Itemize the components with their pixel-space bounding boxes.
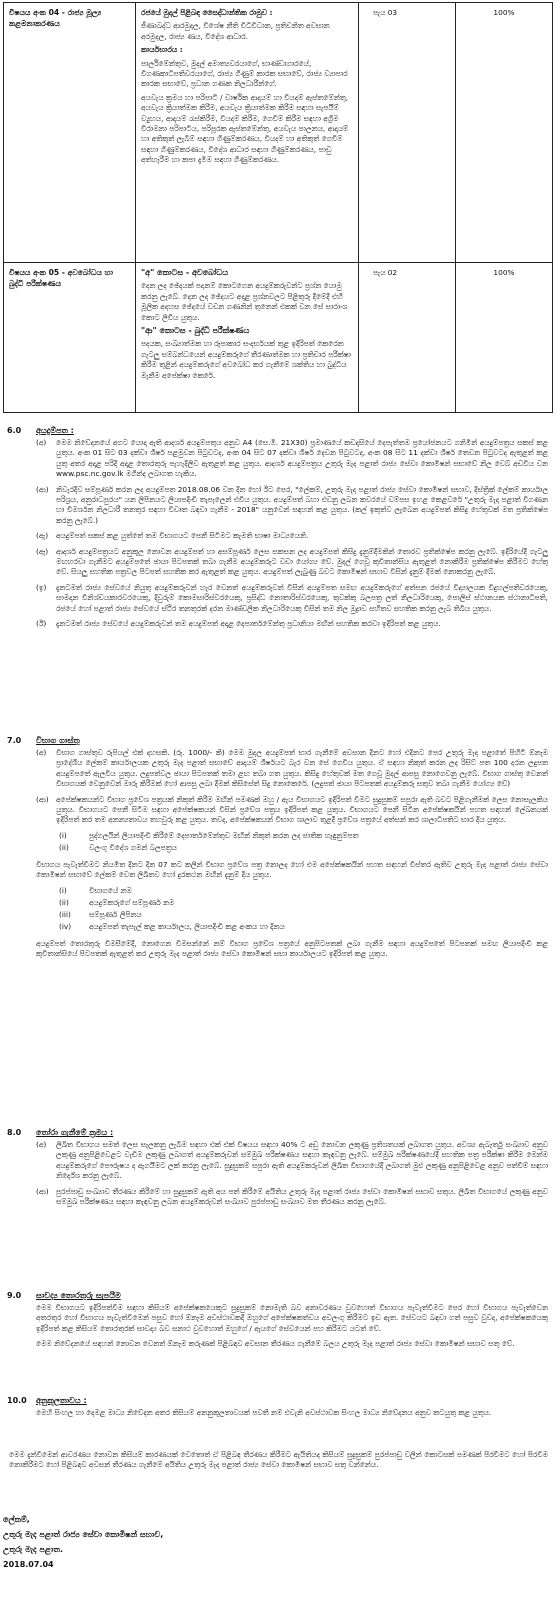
section-title: තෝරා ගැනීමේ ක්‍රමය :: [36, 1128, 114, 1137]
section-selection: [3, 1127, 552, 1212]
table-row: [4, 3, 553, 263]
section-exam-fee: [3, 735, 552, 964]
duration-cell: පැය 03: [359, 3, 456, 263]
part-a-text: දෙන ලද ඡේදයක් පදනම් කොටගෙන අයදුම්කරුවන්ට ප්‍රශ්න යොමු කරනු ලැබේ. දෙන ලද ඡේදයට අදාළ ප්‍රශ්නවලට පිළිතුරු දීමේදී එහි මූලික අදහස ඡේදයේ වචන ගණනින් තුනෙන් එකක් වන සේ සාරාංශ කොට ලිවිය යුතුය.: [141, 281, 348, 322]
section-title: සාවද්‍ය තොරතුරු සැපයීම: [36, 1291, 121, 1300]
marks-cell: 100%: [456, 263, 553, 413]
item-text: විභාග ගාස්තුව රුපියල් එක් දහසකි. (රු. 1000/- කි) මෙම මුදල අයදුම්පත් භාර ගැනීමේ අවසාන දිනට හෝ එදිනට පෙර උතුරු මැද පළාතේ පිහිටි ඕනෑම ප්‍රාදේශීය ලේකම් කාර්යාලයක උතුරු මැද පළාත් සභාවේ ආදායම් ශීර්ෂයට බැර වන සේ ගෙවිය යුතුය. ඒ සඳහා නිකුත් කරන ලද රිසිට් පත 100 දරන ලදුපත අයදුම්පතේ ඇලවිය යුතුය. ලදුපත්වල ඡායා පිටපතක් තමා ළඟ තබා ගත යුතුය. කිසිදු හේතුවක් මත ගෙවූ මුදල් ආපසු නොගෙවනු ලැබේ. විභාග ගාස්තු වෙනත් විභාගයක් වෙනුවෙන් මාරු කිරීමක් හෝ ආපසු ලබා දීමක් කිසිසේත් සිදු නොකෙරේ. (ලදුපත් ඡායා පිටපතක් අයදුම්කරු සතුව තබා ගැනීම යෝග්‍ය වේ): [56, 748, 548, 789]
item-label: (ඉ): [36, 582, 47, 592]
item-text: සම්පූර්ණ ලිපිනය: [89, 909, 142, 919]
detail-item: [3, 922, 552, 934]
item-text: දැනටමත් රාජ්‍ය සේවයේ නියුතු අයදුම්කරුවන් හැර වෙනත් අයදුම්කරුවන් විසින් අයදුම්පත සමඟ අයදුම්කරුගේ අත්සන රජයේ විද්‍යාලයක විදුහල්පතිවරයෙකු, සාමදාන විනිශ්චයකාරවරයෙකු, දිවුරුම් කොමසාරිස්වරයෙකු, ප්‍රසිද්ධ නොතාරිස්වරයෙකු, තුවක්කු බලපත්‍ර ලත් නිලධාරියෙකු, පොලිස් ස්ථානයක ස්ථානාධිපති, රජයේ හෝ පළාත් රාජ්‍ය සේවයේ ස්ථිර තනතුරක් දරන මාණ්ඩලික නිලධාරියෙකු විසින් තම නිල මුද්‍රාව සහිතව සහතික කරනු ලැබ තිබිය යුතුය.: [56, 582, 548, 613]
paragraph: මෙහි සිංහල හා දෙමළ මාධ්‍ය නිවේදන අතර කිසියම් අනනුකූලතාවයක් පවතී නම් එවැනි අවස්ථාවක සිංහල මාධ්‍ය නිවේදනය අනුව කටයුතු කළ යුතුය.: [36, 1408, 492, 1417]
signature-block: [3, 1512, 163, 1572]
description-cell: [136, 263, 359, 413]
list-item: [3, 748, 552, 790]
item-label: (iii): [59, 909, 71, 919]
detail-item: [3, 886, 552, 898]
description-cell: [136, 3, 359, 263]
signature-org: උතුරු මැද පළාත් රාජ්‍ය සේවා කොමිෂන් සභාව,: [3, 1530, 164, 1539]
duties-text: පාර්ලිමේන්තුව, මුදල් අමාත්‍යවරයාගේ, භාණ්ඩාගාරයේ, විගණකාධිපතිවරයාගේ, රාජ්‍ය ගිණුම් කාරක සභාවේ, රාජ්‍ය ව්‍යාපාර කාරක සභාවේ, ප්‍රධාන ගණක නිලධාරීන්ගේ.: [141, 58, 348, 89]
list-item: [3, 583, 552, 614]
part-b-heading: "ආ" කොටස - බුද්ධි පරීක්ෂණය: [141, 326, 250, 336]
section-number: 8.0: [7, 1128, 22, 1137]
item-label: (ii): [59, 897, 69, 907]
syllabus-intro: ජීණාබද්ධ ආරමුදල, විශේෂ නීති විධිවිධාන, ප්‍රතිචනිත අවසාන අරමුදල, රාජ්‍ය ණය, විදේශ ආධාර.: [141, 21, 330, 41]
section-number: 10.0: [7, 1396, 27, 1405]
list-item: [3, 619, 552, 629]
detail-item: [3, 898, 552, 910]
item-text: දැනටමත් රාජ්‍ය සේවයේ අයදුම්කරුවන් තම අයදුම්පත් අදාළ දෙපාර්තමේන්තු ප්‍රධානියා මඟින් සහතික කරවා ඉදිරිපත් කළ යුතුය.: [56, 619, 441, 629]
item-label: (අ): [36, 438, 47, 447]
part-a-heading: "අ" කොටස - අවබෝධය: [141, 268, 229, 277]
id-document-item: [3, 843, 552, 855]
syllabus-body: අයවැය ක්‍රමය හා පරිපාටි / වාර්ෂික ආදායම් හා වියදම් ඇස්තමේන්තු, අයවැය ක්‍රියාත්මක කිරීම, අයවැය ක්‍රියාත්මක කිරීම සඳහා සැපයීම් ව්‍යුහය, ආදායම් රැස්කිරීම, වියදම් කිරීම, ගෙවීම් කිරීම සඳහා අග්‍රිම විරාමනා පරිපාටිය, පරිපූරක ඇස්තමේන්තු, අයවැය පාලනය, ආදායම් හා අතිකුත් ලැබීම් සඳහා ගිණුම්කරණය, වියදම් හා අතිකුත් ගෙවීම් සඳහා ගිණුම්කරණය, විදේශ ආධාර සඳහා ගිණුම්කරණය, පාඩු අත්හැරීම හා කපා දැමීම සඳහා ගිණුම්කරණය.: [141, 92, 349, 165]
subject-cell: විෂයය අංක 04 - රාජ්‍ය මූල්‍ය කළමනාකරණය: [4, 3, 136, 263]
paragraph: මෙම විභාගයට ඉදිරිපත්වීම සඳහා කිසියම් අපේක්ෂකයෙකුට සුදුසුකම් නොමැති බව අනාවරණය වුවහොත් විභාගය පැවැත්වීමට පෙර හෝ විභාගය පැවැත්වෙන අතරතුර හෝ විභාගය පැවැත්වීමෙන් පසුව හෝ ඕනෑම අවස්ථාවකදී ඔහුගේ අපේක්ෂකත්වය අවලංගු කිරීමට ඉඩ ඇත. සේවයට බඳවා ගත් පසුව වුවද, අපේක්ෂකයෙකු ඉදිරිපත් කළ කිසියම් තොරතුරක් සාවද්‍ය බව සනාථ වුවහොත් ඔහුගේ / ඇයගේ සේවයෙන් පහ කිරීමට යටත් වේ.: [36, 1303, 548, 1333]
section-number: 6.0: [7, 426, 22, 435]
item-text: පුරප්පාඩු සංඛ්‍යාව තීරණය කිරීමේ හා සුදුසුකම් ඇති අය පත් කිරීමේ අයිතිය උතුරු මැද පළාත් රාජ්‍ය සේවා කොමිෂන් සභාව සතුය. ලිඛිත විභාගයේ ලකුණු අනුව සම්මුඛ පරීක්ෂණය සඳහා කැඳවනු ලබන අයදුම්කරුවන් සංඛ්‍යාව පුරප්පාඩු සංඛ්‍යාව මත තීරණය කරනු ලැබේ.: [56, 1186, 548, 1207]
signature-place: උතුරු මැද පළාත.: [3, 1545, 64, 1554]
item-label: (ii): [59, 842, 69, 852]
list-item: [3, 485, 552, 527]
signature-title: ලේකම්,: [3, 1515, 30, 1524]
subjects-table: [3, 2, 553, 413]
item-label: (i): [59, 885, 67, 895]
item-text: පුද්ගලයින් ලියාපදිංචි කිරීමේ දෙපාර්තමේන්තුව මඟින් නිකුත් කරන ලද ජාතික හැඳුනුම්පත: [89, 830, 359, 840]
item-text: මෙම නිවේදනයේ අගට යොදා ඇති ආදර්ශ අයදුම්පතුය අනුව A4 (සෙ.මී. 21X30) ප්‍රමාණයේ කඩදාසියේ දෙපැත්තම ප්‍රයෝජනයට ගනිමින් අයදුම්පත්‍රය සකස් කළ යුතුය. අංක 01 සිට 03 දක්වා ශීර්ෂ පළමුවන පිටුවටද, අංක 04 සිට 07 දක්වා ශීර්ෂ දෙවන පිටුවටද, අංක 08 සිට 11 දක්වා ශීර්ෂ තෙවන පිටුවටද ඇතුළත් කළ යුතු අතර අදාළ පරිදි අදාළ තොරතුරු පැහැදිලිව ඇතුළත් කළ යුතුය. ආදර්ශ අයදුම්පත්‍රය උතුරු මැද පළාත් රාජ්‍ය සේවා කොමිෂන් සභාවේ නිල වෙබ් අඩවිය වන www.psc.nc.gov.lk මගින්ද ලබාගත හැකිය.: [56, 438, 548, 479]
list-item: [3, 1140, 552, 1182]
section-number: 9.0: [7, 1291, 22, 1300]
section-title: අනුකූලතාවය :: [36, 1396, 87, 1405]
paragraph: අයදුම්පත් තොරතුරු විමසීමේදී, නොගෙන විමසන්නේ නම් විභාග ප්‍රවේශ පත්‍රයේ අනුපිටපතක් ලබා ගැනීම සඳහා අයදුම්පතේ පිටපතක් සමඟ ලියාපදිංචි කළ කුවිතාන්සියේ පිටපතක් ඇතුළත් කර උතුරු මැද පළාත් රාජ්‍ය සේවා කොමිෂන් සභා කාර්යාලයට ඉදිරිපත් කළ යුතුය.: [36, 938, 548, 959]
section-false-info: [3, 1290, 552, 1355]
section-conformity: [3, 1395, 552, 1423]
subject-cell: විෂයය අංක 05 - අවබෝධය හා බුද්ධි පරීක්ෂණය: [4, 263, 136, 413]
id-document-item: [3, 831, 552, 843]
marks-cell: 100%: [456, 3, 553, 263]
item-text: අයදුම්පත් තැපැල් කළ කාර්යාලය, ලියාපදිංචි කළ අංකය හා දිනය: [89, 921, 285, 931]
paragraph: මෙම නිවේදනයේ සඳහන් නොවන වෙනත් ඕනෑම කරුණක් පිළිබඳව අවසාන තීරණය ගැනීමේ බලය උතුරු මැද පළාත් රාජ්‍ය සේවා කොමිෂන් සභාව සතු වේ.: [36, 1339, 515, 1349]
list-item: [3, 438, 552, 480]
table-row: [4, 263, 553, 413]
paragraph: මෙම දැන්වීමෙන් ආවරණය නොවන කිසියම් කාරණයක් වෙතොත් ඒ පිළිබඳ තීරණය කිරීමට ඇයිතියද කිසියම් සුදුසුකම් පුරප්පාඩු වලින් කොටසක් පමණක් පිරවීමට හෝ පිරවීම නොකිරීමට හෝ පිළිබඳව අවසන් තීරණය ගැනීමේ අයිතිය උතුරු මැද පළාත් රාජ්‍ය සේවා කොමිෂන් සභාව සතු වන්නේය.: [9, 1450, 548, 1470]
duties-heading: කාර්යභාරය :: [141, 45, 183, 55]
item-text: වලංගු විදේශ ගමන් බලපත්‍රය: [89, 842, 177, 852]
part-b-text: පදයක, සංඛ්‍යාත්මක හා රූපාකාර සංදර්භයක් තුළ ඉදිරිපත් කෙරෙන ගැටලු සම්බන්ධයෙන් අයදුම්කරුගේ තීරණාත්මක හා ප්‍රතිචාර පරීක්ෂා කිරීම තුළින් අයදුම්කරුගේ අවබෝධ කර ගැනීමේ ශක්තිය හා බුද්ධිය මැනීම අපේක්ෂා කෙරේ.: [141, 339, 351, 380]
item-label: (ආ): [36, 1186, 49, 1196]
item-label: (ඊ): [36, 619, 47, 629]
section-title: විභාග ගාස්තු: [36, 736, 80, 745]
section-application: [3, 425, 552, 635]
item-text: ආදර්ශ අයදුම්පත්‍රයට අනුකූල නොවන අයදුම්පත් හා අසම්පූර්ණ ලෙස සකසන ලද අයදුම්පත් කිසිදු දැනුම්දීමකින් තොරව ප්‍රතික්ෂේප කරනු ලැබේ. ඉදිරියේදී ගැටලු මඟහරවා ගැනීමට අයදුම්පතේ ඡායා පිටපතක් තබා ගැනීම අයදුම්කරුට වඩා යෝග්‍ය වේ. මුදල් ගෙවූ කුවිතාන්සිය ඇතුළත් නොකිරීම ප්‍රතික්ෂේප කිරීමට හේතු වේ. සියලු සහතික පත්‍රවල පිටපත් සහතික කර ඇතුළත් කළ යුතුය. අයදුම්පත් ලැබුණු බවට කොමිෂන් සභාව විසින් දැනුම් දීමක් නොකරනු ලැබේ.: [56, 546, 548, 577]
list-item: [3, 531, 552, 541]
paragraph: විභාගය පැවැත්වීමට නියමිත දිනට දින 07 කට කලින් විභාග ප්‍රවේශ පත්‍ර නොලද හෝ එම අපේක්ෂකයින් පහත සඳහන් විස්තර ඇතිව උතුරු මැද පළාත් රාජ්‍ය සේවා කොමිෂන් සභාවේ ලේකම් වෙත ලිඛිතව හෝ දුරකථන මඟින් දැනුම් දිය යුතුය.: [36, 859, 548, 880]
item-label: (ආ): [36, 794, 49, 804]
item-label: (i): [59, 830, 67, 840]
list-item: [3, 1187, 552, 1208]
item-text: නිවැරදිව සම්පූර්ණ කරන ලද අයදුම්පත 2018.08.06 වන දින හෝ ඊට පෙර, "ලේකම්, උතුරු මැද පළාත් රාජ්‍ය සේවා කොමිෂන් සභාව, දිස්ත්‍රික් ලේකම් කාර්යාල පරිශ්‍රය, අනුරාධපුරය" යන ලිපිනයට ලියාපදිංචි තැපෑලෙන් එවිය යුතුය. අයදුම්පත් බහා එවනු ලබන කවරයේ වම්පස ඉහළ කෙළවරේ "උතුරු මැද පළාත් විගණන හා විමර්ශන නිලධාරී තනතුර සඳහා විවෘත බඳවා ගැනීම - 2018" යනුවෙන් සඳහන් කළ යුතුය. (කල් ඉකුත්ව ලැබෙන අයදුම්පත් කිසිදු හේතුවක් මත ප්‍රතික්ෂේප කරනු ලැබේ.): [56, 484, 548, 525]
item-label: (ආ): [36, 484, 49, 494]
item-label: (අ): [36, 748, 47, 757]
list-item: [3, 547, 552, 578]
item-text: ලිඛිත විභාගය සමත් ලෙස සැලකනු ලැබීම සඳහා එක් එක් විෂයය සඳහා 40% ට අඩු නොවන ලකුණු ප්‍රතිශතයක් ලබාගත යුතුය. අවශ්‍ය ඇබෑර්තු සංඛ්‍යාව අනුව ලකුණු අනුපිළිවෙළට වැඩිම ලකුණු ලබාගත් අයදුම්කරුවන් සම්මුඛ පරීක්ෂණය සඳහා කැඳවනු ලැබේ. සම්මුඛ පරීක්ෂණයේදී සහතික පත්‍ර පරීක්ෂා කිරීම මෙන්ම අයදුම්කරුගේ පෞරුෂය ද ඇගයීමට ලක් කරනු ලැබේ. සුදුසුකම් සපුරා ඇති අයදුම්කරුවන් ලිඛිත විභාගයේදී ලබාගත් මුළු ලකුණු අනුපිළිවෙළ අනුව පත්වීම් සඳහා නිර්දේශ කරනු ලැබේ.: [56, 1140, 548, 1181]
section-title: අයදුම්පත :: [36, 426, 74, 435]
closing-note: [3, 1450, 552, 1476]
syllabus-heading: රජයේ මුදල් පිළිබඳ සෛද්ධාන්තික රාමුව :: [141, 8, 273, 17]
signature-date: 2018.07.04: [3, 1560, 54, 1569]
item-text: අයදුම්කරුගේ සම්පූර්ණ නම: [89, 897, 175, 907]
item-label: (iv): [59, 921, 72, 931]
detail-item: [3, 910, 552, 922]
item-label: (ඇ): [36, 531, 49, 541]
item-text: අයදුම්පත් සකස් කළ යුත්තේ තම විභාගයට පෙනී සිටිමට කැමති භාෂා මාධ්‍යයෙනි.: [56, 531, 309, 541]
list-item: [3, 795, 552, 826]
item-label: (ඈ): [36, 546, 49, 556]
item-label: (අ): [36, 1140, 47, 1149]
duration-cell: පැය 02: [359, 263, 456, 413]
item-text: අපේක්ෂකයන්ට විභාග ප්‍රවේශ පත්‍රයක් නිකුත් කිරීම මඟින් පමණක් ඔහු / ඇය විභාගයට ඉදිරිපත් වීමට සුදුසුකම් සපුරා ඇති බවට පිළිගැනීමක් ලෙස නොසැලකිය යුතුය. විභාගයට පෙනී සිටීම සඳහා අපේක්ෂකයන් විසින් ප්‍රවේශ පත්‍රය ඉදිරිපත් කළ යුතුය. විභාගයට පෙනී සිටින අපේක්ෂකයින් පහත සඳහන් ලේඛනයක් ඉදිරිපත් කර තම අනන්‍යතාවය තහවුරු කළ යුතුය. තවද, අපේක්ෂකයන් විභාග ශාලාව තුළදී ප්‍රවේශ පත්‍රයේ අත්සන් කර ශාලාධිපතිට භාර දිය යුතුය.: [56, 794, 548, 825]
item-text: විභාගයේ නම: [89, 885, 132, 895]
section-number: 7.0: [7, 736, 22, 745]
